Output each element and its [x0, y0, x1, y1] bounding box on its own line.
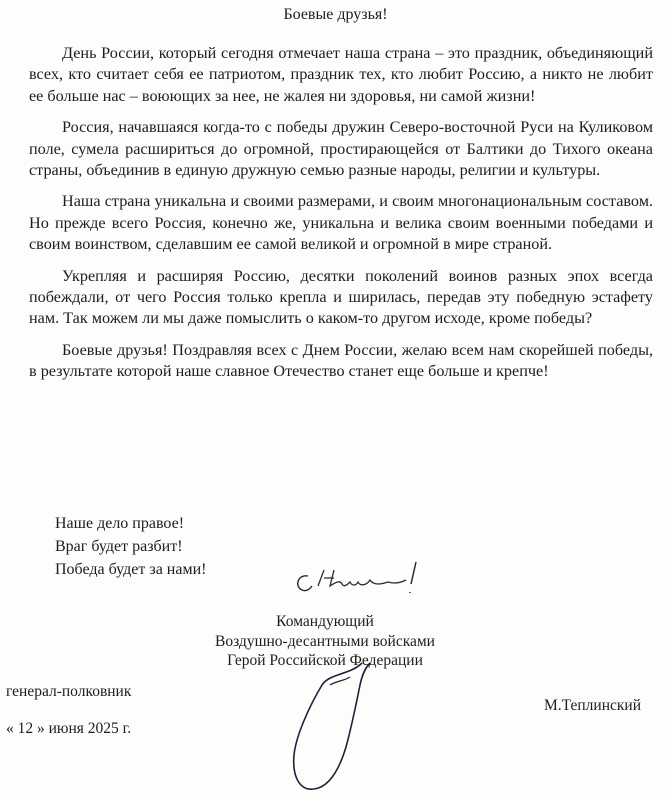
slogan: Враг будет разбит! [55, 538, 183, 555]
paragraph: Укрепляя и расширяя Россию, десятки поколений воинов разных эпох всегда побеждали, от чего Россия только крепла и ширилась, передав эту победную эстафету нам. Так можем ли мы даже помыслить о каком-то другом исходе, кроме победы? [29, 266, 653, 328]
closing-slogans [55, 512, 206, 581]
slogan: Наше дело правое! [55, 515, 185, 532]
position-line: Воздушно-десантными войсками [215, 632, 435, 650]
position-line: Командующий [276, 613, 374, 630]
handwritten-greeting [290, 556, 430, 601]
handwritten-signature [270, 655, 400, 795]
slogan: Победа будет за нами! [55, 561, 207, 578]
signatory-name: М.Теплинский [543, 697, 641, 714]
letter-date: « 12 » июня 2025 г. [6, 720, 132, 737]
paragraph: Боевые друзья! Поздравляя всех с Днем России, желаю всем нам скорейшей победы, в результате которой наше славное Отечество станет еще больше и крепче! [29, 340, 653, 381]
paragraph: Россия, начавшаяся когда-то с победы дружин Северо-восточной Руси на Куликовом поле, сумела расшириться до огромной, простирающейся от Балтики до Тихого океана страны, объединив в единую дружную семью разные народы, религии и культуры. [29, 118, 653, 180]
letter-title: Боевые друзья! [283, 6, 388, 23]
paragraph: Наша страна уникальна и своими размерами, и своим многонациональным составом. Но прежде всего Россия, конечно же, уникальна и велика своим военными победами и своим воинством, сделавшим ее самой великой и огромной в мире страной. [29, 192, 653, 254]
position-line: Герой Российской Федерации [227, 652, 423, 669]
signatory-rank: генерал-полковник [6, 683, 132, 700]
paragraph: День России, который сегодня отмечает наша страна – это праздник, объединяющий всех, кто считает себя ее патриотом, праздник тех, кто любит Россию, а никто не любит ее больше нас – воюющих за нее, не жалея ни здоровья, ни самой жизни! [29, 44, 653, 105]
letter-body [29, 43, 653, 393]
